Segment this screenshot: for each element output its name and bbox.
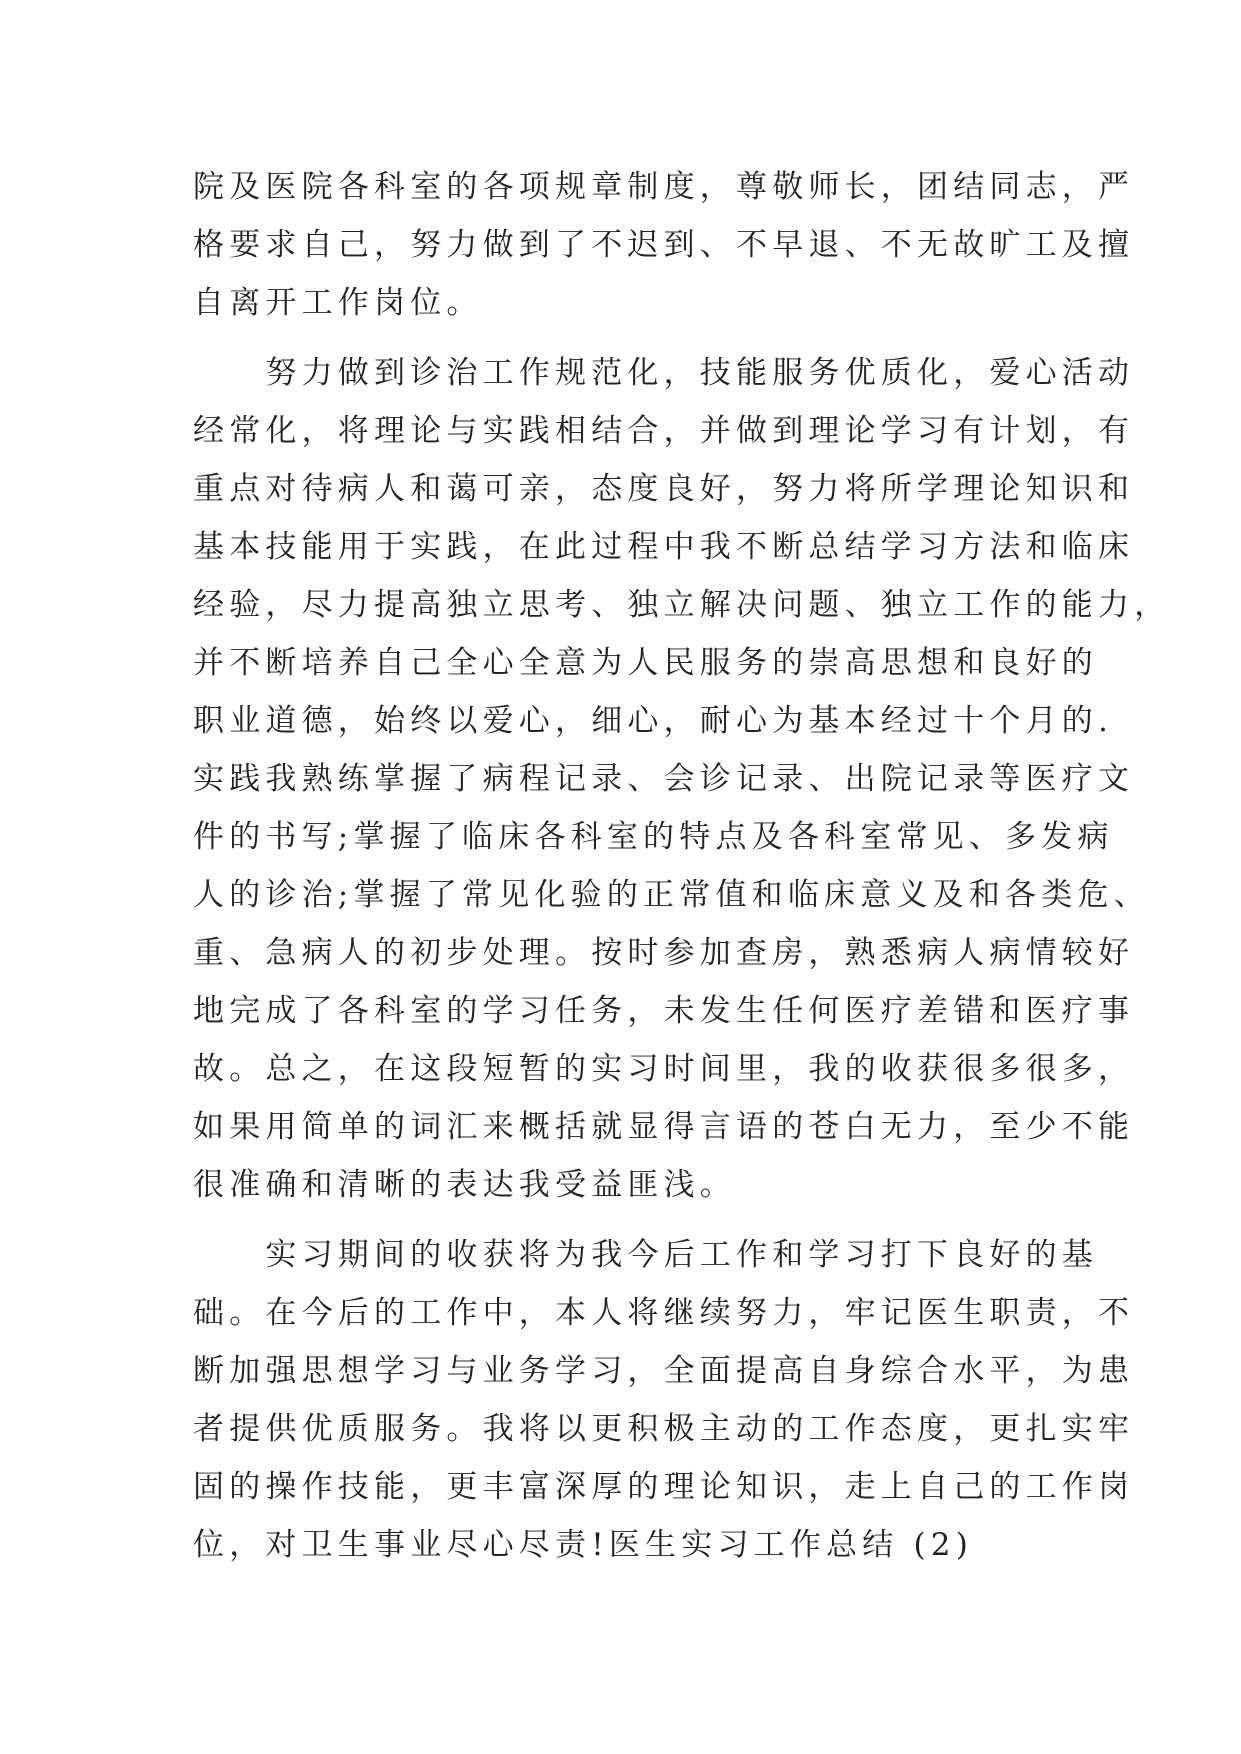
text-line: 固的操作技能，更丰富深厚的理论知识，走上自己的工作岗: [193, 1469, 1135, 1505]
text-line: 经常化，将理论与实践相结合，并做到理论学习有计划，有: [193, 413, 1135, 449]
text-line: 者提供优质服务。我将以更积极主动的工作态度，更扎实牢: [193, 1411, 1135, 1447]
text-line: 人的诊治;掌握了常见化验的正常值和临床意义及和各类危、: [193, 877, 1150, 913]
text-line: 努力做到诊治工作规范化，技能服务优质化，爱心活动: [193, 355, 1135, 391]
text-line: 位，对卫生事业尽心尽责!医生实习工作总结 (2): [193, 1527, 974, 1563]
paragraph-1: [193, 158, 1135, 332]
text-line: 经验，尽力提高独立思考、独立解决问题、独立工作的能力，: [193, 587, 1171, 623]
text-line: 实践我熟练掌握了病程记录、会诊记录、出院记录等医疗文: [193, 761, 1135, 797]
text-line: 础。在今后的工作中，本人将继续努力，牢记医生职责，不: [193, 1295, 1135, 1331]
text-line: 很准确和清晰的表达我受益匪浅。: [193, 1167, 736, 1203]
text-line: 并不断培养自己全心全意为人民服务的崇高思想和良好的: [193, 645, 1098, 681]
text-line: 职业道德，始终以爱心，细心，耐心为基本经过十个月的.: [193, 703, 1114, 739]
text-line: 件的书写;掌握了临床各科室的特点及各科室常见、多发病: [193, 819, 1114, 855]
text-line: 重点对待病人和蔼可亲，态度良好，努力将所学理论知识和: [193, 471, 1135, 507]
text-line: 实习期间的收获将为我今后工作和学习打下良好的基: [193, 1237, 1098, 1273]
text-line: 重、急病人的初步处理。按时参加查房，熟悉病人病情较好: [193, 935, 1135, 971]
text-line: 自离开工作岗位。: [193, 285, 483, 321]
text-line: 格要求自己，努力做到了不迟到、不早退、不无故旷工及擅: [193, 227, 1135, 263]
paragraph-3: [193, 1226, 1135, 1574]
text-line: 断加强思想学习与业务学习，全面提高自身综合水平，为患: [193, 1353, 1135, 1389]
text-line: 如果用简单的词汇来概括就显得言语的苍白无力，至少不能: [193, 1109, 1135, 1145]
paragraph-2: [193, 344, 1171, 1214]
text-line: 院及医院各科室的各项规章制度，尊敬师长，团结同志，严: [193, 169, 1135, 205]
document-body: [193, 158, 1171, 1586]
text-line: 地完成了各科室的学习任务，未发生任何医疗差错和医疗事: [193, 993, 1135, 1029]
text-line: 故。总之，在这段短暂的实习时间里，我的收获很多很多，: [193, 1051, 1135, 1087]
text-line: 基本技能用于实践，在此过程中我不断总结学习方法和临床: [193, 529, 1135, 565]
